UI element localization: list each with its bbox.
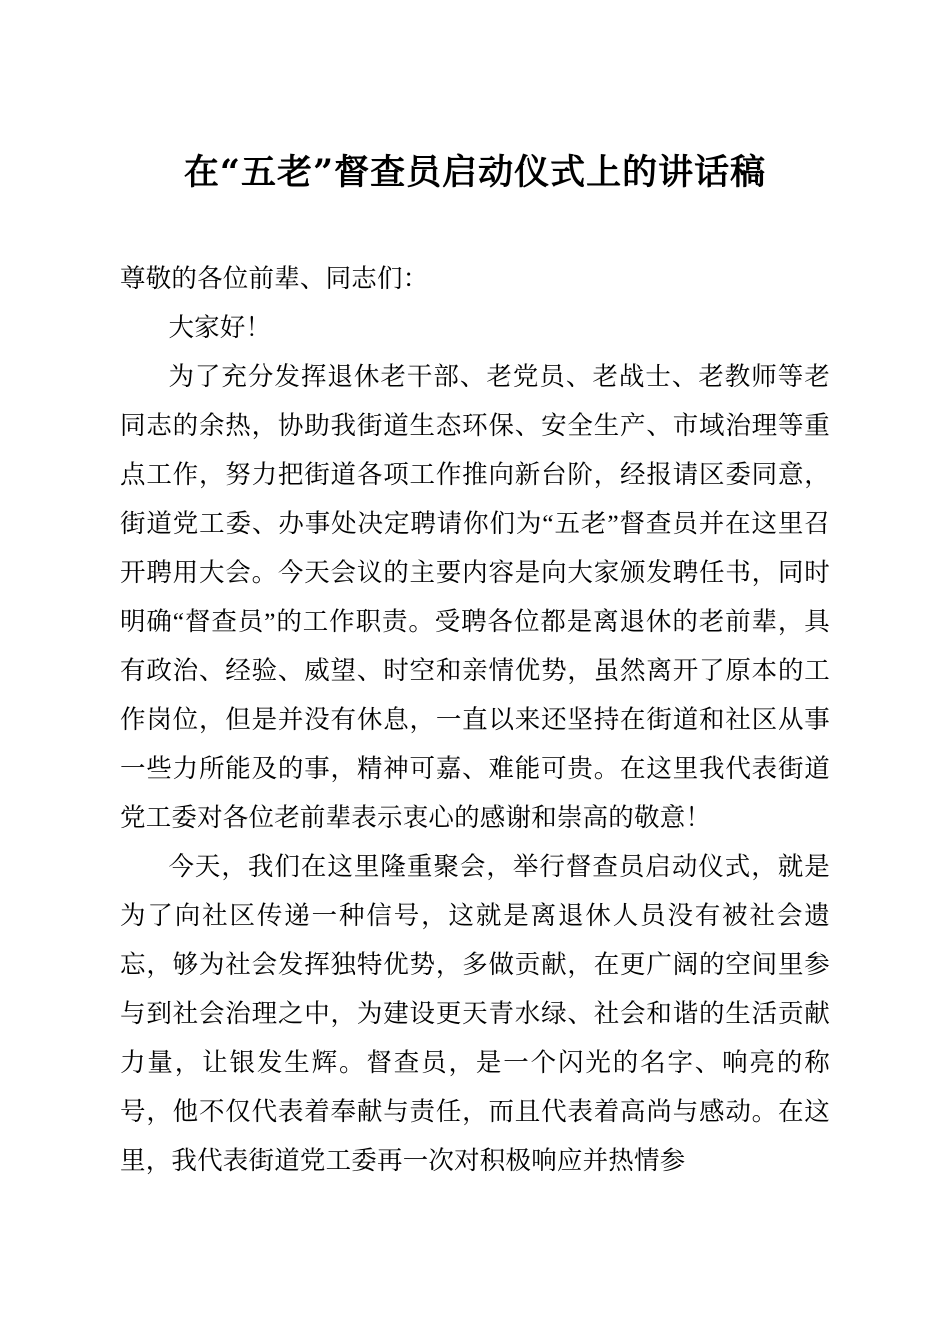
paragraph-1: 为了充分发挥退休老干部、老党员、老战士、老教师等老同志的余热，协助我街道生态环保、安全生产、市域治理等重点工作，努力把街道各项工作推向新台阶，经报请区委同意，街道党工委、办事处决定聘请你们为“五老”督查员并在这里召开聘用大会。今天会议的主要内容是向大家颁发聘任书，同时明确“督查员”的工作职责。受聘各位都是离退休的老前辈，具有政治、经验、威望、时空和亲情优势，虽然离开了原本的工作岗位，但是并没有休息，一直以来还坚持在街道和社区从事一些力所能及的事，精神可嘉、难能可贵。在这里我代表街道党工委对各位老前辈表示衷心的感谢和崇高的敬意！ [120, 361, 830, 832]
paragraph-salutation: 尊敬的各位前辈、同志们： [120, 263, 429, 293]
paragraph-greeting: 大家好！ [168, 312, 272, 342]
paragraph-2: 今天，我们在这里隆重聚会，举行督查员启动仪式，就是为了向社区传递一种信号，这就是离退休人员没有被社会遗忘，够为社会发挥独特优势，多做贡献，在更广阔的空间里参与到社会治理之中，为建设更天青水绿、社会和谐的生活贡献力量，让银发生辉。督查员，是一个闪光的名字、响亮的称号，他不仅代表着奉献与责任，而且代表着高尚与感动。在这里，我代表街道党工委再一次对积极响应并热情参 [120, 851, 830, 1175]
document-body [120, 254, 830, 1185]
page-title: 在“五老”督查员启动仪式上的讲话稿 [183, 152, 767, 193]
